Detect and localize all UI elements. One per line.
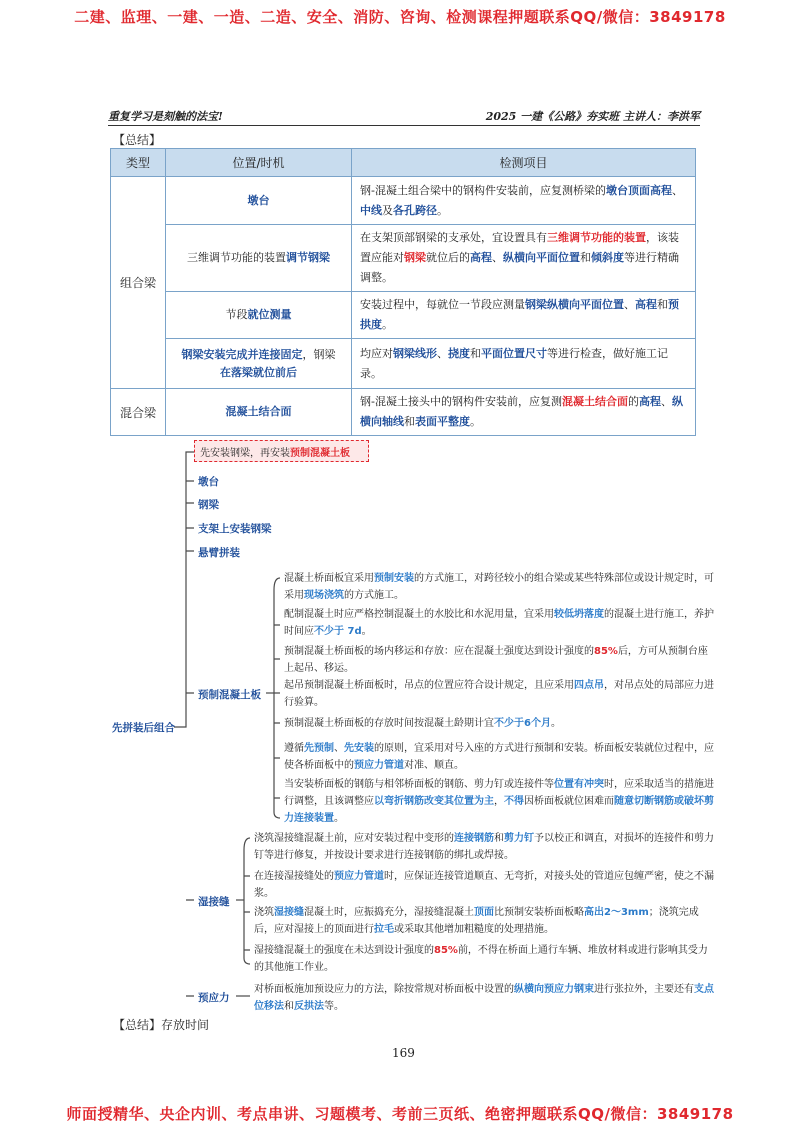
t: 。 [361, 626, 372, 637]
t: 的方式施工，对跨径较小的组合梁或某些特殊部位或设计规定时，可采用 [284, 573, 714, 601]
k: 反拱法 [294, 1001, 324, 1012]
pos-key: 混凝土结合面 [225, 405, 292, 418]
t: 遵循 [284, 743, 304, 754]
item-text: 和 [580, 251, 591, 264]
item-text: ，该装置应能对 [360, 231, 679, 264]
t: 预制混凝土桥面板的场内移运和存放：应在混凝土强度达到设计强度的 [284, 646, 594, 657]
t: 和 [494, 833, 504, 844]
node-pier: 墩台 [198, 476, 219, 488]
header-items: 检测项目 [352, 149, 696, 177]
connector-line [274, 625, 280, 798]
connector-line [244, 876, 250, 950]
k: 四点吊 [574, 680, 604, 691]
bottom-banner: 师面授精华、央企内训、考点串讲、习题模考、考前三页纸、绝密押题联系QQ/微信：3849178 [66, 1105, 734, 1123]
item-text: 和 [657, 298, 668, 311]
t: 的混凝土进行施工，养护时间应 [284, 609, 714, 637]
item-key: 倾斜度 [591, 251, 624, 264]
item-text: 安装过程中，每就位一节段应测量 [360, 298, 525, 311]
t: 预制混凝土桥面板的存放时间按混凝土龄期计宜 [284, 718, 494, 729]
summary-storage-time: 【总结】存放时间 [113, 1018, 210, 1032]
node-cantilever: 悬臂拼装 [198, 547, 240, 559]
t: 时，应采取适当的措施进行调整，且该调整应 [284, 779, 714, 807]
k: 现场浇筑 [304, 590, 344, 601]
item-key-red: 三维调节功能的装置 [547, 231, 646, 244]
page-number: 169 [392, 1046, 415, 1060]
precast-leaf [284, 677, 714, 711]
item-key-red: 混凝土结合面 [561, 395, 628, 408]
precast-leaf [284, 715, 714, 732]
k: 85% [434, 945, 458, 956]
item-key: 预拱度 [360, 298, 679, 331]
item-key: 各孔跨径 [393, 203, 437, 217]
item-key: 表面平整度 [415, 415, 470, 428]
t: 比预制安装桥面板略 [494, 907, 584, 918]
item-text: 、 [671, 183, 683, 197]
wet-joint-leaf [254, 904, 714, 938]
item-key: 钢梁纵横向平面位置 [525, 298, 624, 311]
item-text: 和 [404, 415, 415, 428]
item-text: 的 [627, 395, 639, 408]
connector-line [186, 481, 194, 996]
k: 不少于6个月 [494, 718, 551, 729]
k: 预制安装 [374, 573, 414, 584]
k: 拉毛 [374, 924, 394, 935]
k: 连接钢筋 [454, 833, 494, 844]
wet-joint-leaf [254, 942, 714, 976]
t: 配制混凝土时应严格控制混凝土的水胶比和水泥用量，宜采用 [284, 609, 554, 620]
wet-joint-leaf [254, 830, 714, 864]
connector-bracket [274, 578, 280, 818]
t: 对准、顺直。 [404, 760, 464, 771]
pos-text: 墩台 [247, 193, 270, 207]
k: 预应力管道 [334, 871, 384, 882]
t: 进行张拉外，主要还有 [594, 984, 694, 995]
item-text: 等进行精确调整。 [360, 251, 679, 284]
item-key-red: 钢梁 [404, 251, 426, 264]
precast-leaf [284, 643, 714, 677]
k: 先安装 [344, 743, 374, 754]
k: 先预制 [304, 743, 334, 754]
item-key: 钢梁线形 [393, 346, 437, 360]
t: 混凝土时，应振捣充分，湿接缝混凝土 [304, 907, 474, 918]
item-text: 和 [470, 346, 481, 360]
t: 等。 [324, 1001, 344, 1012]
k: 位置有冲突 [554, 779, 604, 790]
t: 前，不得在桥面上通行车辆、堆放材料或进行影响其受力的其他施工作业。 [254, 945, 708, 973]
item-key: 高程 [635, 298, 657, 311]
t: 。 [550, 718, 561, 729]
item-text: 、 [660, 395, 672, 408]
connector-line [174, 452, 194, 727]
pos-text: 节段 [225, 308, 248, 321]
pos-key: 在落梁就位前后 [220, 365, 297, 379]
k: 预应力管道 [354, 760, 404, 771]
item-text: 及 [382, 203, 393, 217]
k: 不少于 7d [314, 626, 362, 637]
header-position: 位置/时机 [166, 149, 352, 177]
mind-map-root: 先拼装后组合 [112, 722, 175, 734]
note-text: 先安装钢梁，再安装 [200, 448, 290, 459]
item-text: 钢-混凝土接头中的钢构件安装前，应复测 [360, 395, 562, 408]
t: 予以校正和调直，对损坏的连接件和剪力钉等进行修复，并按设计要求进行连接钢筋的绑扎或焊接。 [254, 833, 714, 861]
item-text: 在支架顶部钢梁的支承处，宜设置具有 [360, 231, 547, 244]
item-text: 。 [382, 318, 393, 331]
t: 的原则，宜采用对号入座的方式进行预制和安装。桥面板安装就位过程中，应使各桥面板中的 [284, 743, 714, 771]
item-key: 高程 [638, 395, 661, 408]
item-key: 中线 [360, 203, 382, 217]
summary-label: 【总结】 [113, 133, 162, 147]
t: 的方式施工。 [344, 590, 404, 601]
precast-leaf [284, 740, 714, 774]
t: ；浇筑完成后，应对湿接上的顶面进行 [254, 907, 699, 935]
t: 对桥面板施加预设应力的方法，除按常规对桥面板中设置的 [254, 984, 514, 995]
k: 剪力钉 [504, 833, 534, 844]
item-text: 均应对 [360, 346, 393, 360]
t: 和 [284, 1001, 294, 1012]
item-text: 、 [624, 298, 635, 311]
pos-text: ，钢梁 [302, 347, 336, 361]
t: 时，应保证连接管道顺直、无弯折，对接头处的管道应包缠严密，使之不漏浆。 [254, 871, 714, 899]
item-key: 墩台顶面高程 [605, 183, 672, 197]
precast-leaf [284, 606, 714, 640]
t: 。 [334, 813, 344, 824]
top-note-box [194, 440, 369, 462]
k: 不得 [504, 796, 524, 807]
k: 随意切断钢筋或破坏剪力连接装置 [284, 796, 714, 824]
k: 顶面 [474, 907, 494, 918]
header-right: 2025 一建《公路》夯实班 主讲人：李洪军 [485, 110, 700, 123]
node-steel-beam: 钢梁 [198, 499, 219, 511]
t: 浇筑 [254, 907, 274, 918]
k: 高出2～3mm [584, 907, 649, 918]
t: 湿接缝混凝土的强度在未达到设计强度的 [254, 945, 434, 956]
t: 、 [334, 743, 344, 754]
node-wet-joint: 湿接缝 [198, 896, 230, 908]
node-bracket-install: 支架上安装钢梁 [198, 523, 272, 535]
item-text: 就位后的 [426, 251, 470, 264]
item-text: 钢-混凝土组合梁中的钢构件安装前，应复测桥梁的 [360, 183, 606, 197]
note-key: 预制混凝土板 [290, 448, 350, 459]
precast-leaf [284, 570, 714, 604]
t: ，对吊点处的局部应力进行验算。 [284, 680, 714, 708]
t: 因桥面板就位困难而 [524, 796, 614, 807]
prestress-leaf [254, 981, 714, 1015]
t: 或采取其他增加粗糙度的处理措施。 [394, 924, 554, 935]
k: 以弯折钢筋改变其位置为主 [374, 796, 494, 807]
item-key: 纵横向轴线 [360, 395, 683, 428]
t: 浇筑湿接缝混凝土前，应对安装过程中变形的 [254, 833, 454, 844]
t: 当安装桥面板的钢筋与相邻桥面板的钢筋、剪力钉或连接件等 [284, 779, 554, 790]
k: 较低坍落度 [554, 609, 604, 620]
k: 85% [594, 646, 618, 657]
pos-key: 就位测量 [247, 308, 292, 321]
header-left: 重复学习是刻触的法宝! [108, 110, 223, 123]
connector-bracket [244, 838, 250, 964]
item-text: 。 [437, 203, 448, 217]
item-key: 纵横向平面位置 [503, 251, 580, 264]
k: 湿接缝 [274, 907, 304, 918]
type-cell: 组合梁 [111, 177, 166, 389]
t: 起吊预制混凝土桥面板时，吊点的位置应符合设计规定，且应采用 [284, 680, 574, 691]
item-text: 、 [492, 251, 503, 264]
node-precast-slab: 预制混凝土板 [198, 689, 261, 701]
k: 支点位移法 [254, 984, 714, 1012]
t: 混凝土桥面板宜采用 [284, 573, 374, 584]
item-key: 平面位置尺寸 [481, 346, 547, 360]
header-type: 类型 [111, 149, 166, 177]
item-text: 等进行检查，做好施工记录。 [360, 346, 668, 380]
k: 纵横向预应力钢束 [514, 984, 594, 995]
item-text: 、 [437, 346, 448, 360]
top-banner: 二建、监理、一建、一造、二造、安全、消防、咨询、检测课程押题联系QQ/微信：3849178 [74, 8, 726, 26]
item-key: 高程 [470, 251, 492, 264]
t: 在连接湿接缝处的 [254, 871, 334, 882]
pos-key: 调节钢梁 [286, 251, 330, 264]
pos-text: 三维调节功能的装置 [187, 251, 286, 264]
t: 后，方可从预制台座上起吊、移运。 [284, 646, 708, 674]
type-cell: 混合梁 [111, 389, 166, 436]
pos-key: 钢梁安装完成并连接固定 [181, 347, 303, 361]
item-key: 挠度 [448, 346, 470, 360]
item-text: 。 [470, 415, 481, 428]
node-prestress: 预应力 [198, 992, 230, 1004]
wet-joint-leaf [254, 868, 714, 902]
t: ， [494, 796, 504, 807]
precast-leaf [284, 776, 714, 827]
